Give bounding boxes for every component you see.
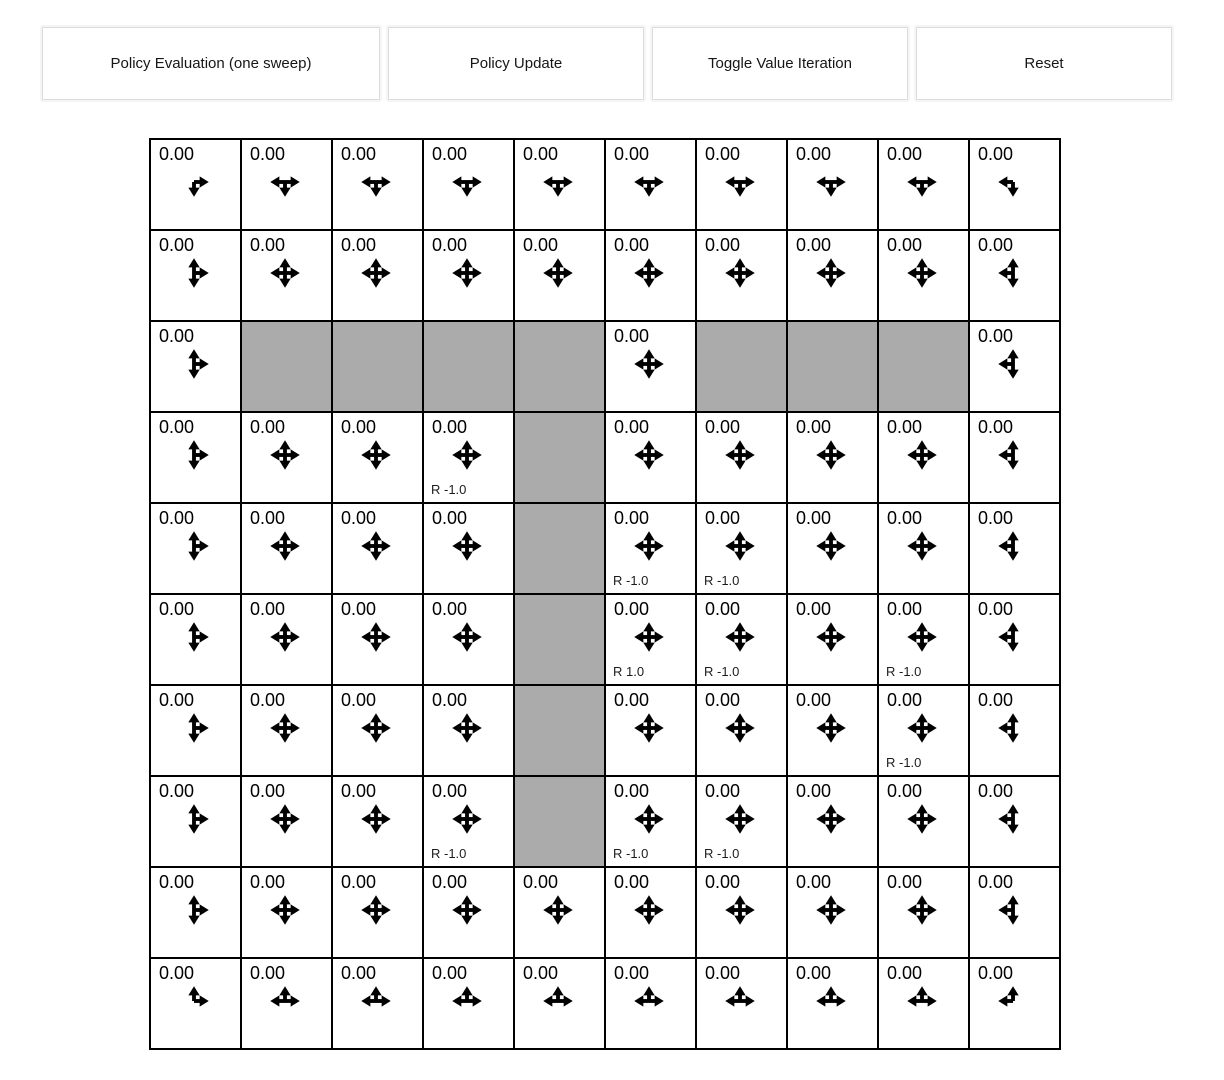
cell-value: 0.00 <box>705 417 741 437</box>
policy-arrows-icon <box>905 438 939 472</box>
grid-cell-r4c3[interactable] <box>423 503 514 594</box>
grid-cell-r8c6[interactable] <box>696 867 787 958</box>
grid-cell-r7c2[interactable] <box>332 776 423 867</box>
policy-arrows-icon <box>359 802 393 836</box>
policy-arrows-icon <box>268 802 302 836</box>
cell-value: 0.00 <box>432 690 468 710</box>
policy-arrows-icon <box>268 893 302 927</box>
cell-value: 0.00 <box>705 781 741 801</box>
grid-cell-r1c2[interactable] <box>332 230 423 321</box>
policy-arrows-icon <box>632 984 666 1018</box>
wall-cell-r2c7 <box>787 321 878 412</box>
policy-arrows-icon <box>814 438 848 472</box>
cell-value: 0.00 <box>341 508 377 528</box>
cell-value: 0.00 <box>978 599 1014 619</box>
toolbar <box>42 27 1172 100</box>
grid-cell-r0c5[interactable] <box>605 139 696 230</box>
grid-cell-r8c3[interactable] <box>423 867 514 958</box>
policy-arrows-icon <box>268 620 302 654</box>
policy-arrows-icon <box>905 711 939 745</box>
policy-arrows-icon <box>632 165 666 199</box>
policy-arrows-icon <box>996 165 1030 199</box>
cell-value: 0.00 <box>432 508 468 528</box>
cell-value: 0.00 <box>705 508 741 528</box>
reward-label: R -1.0 <box>704 846 740 861</box>
reward-label: R -1.0 <box>704 573 740 588</box>
reward-label: R -1.0 <box>704 664 740 679</box>
cell-value: 0.00 <box>159 417 195 437</box>
cell-value: 0.00 <box>341 690 377 710</box>
grid-cell-r5c6[interactable] <box>696 594 787 685</box>
grid-cell-r9c6[interactable] <box>696 958 787 1049</box>
grid-cell-r7c1[interactable] <box>241 776 332 867</box>
cell-value: 0.00 <box>250 963 286 983</box>
cell-value: 0.00 <box>250 872 286 892</box>
wall-cell-r7c4 <box>514 776 605 867</box>
grid-cell-r1c0[interactable] <box>150 230 241 321</box>
cell-value: 0.00 <box>250 690 286 710</box>
cell-value: 0.00 <box>432 144 468 164</box>
cell-value: 0.00 <box>250 144 286 164</box>
cell-value: 0.00 <box>159 235 195 255</box>
cell-value: 0.00 <box>978 781 1014 801</box>
policy-arrows-icon <box>723 529 757 563</box>
grid-cell-r8c1[interactable] <box>241 867 332 958</box>
cell-value: 0.00 <box>887 508 923 528</box>
policy-arrows-icon <box>814 893 848 927</box>
policy-arrows-icon <box>450 893 484 927</box>
cell-value: 0.00 <box>614 781 650 801</box>
policy-arrows-icon <box>723 438 757 472</box>
cell-value: 0.00 <box>705 690 741 710</box>
cell-value: 0.00 <box>341 963 377 983</box>
gridworld-board <box>149 138 1061 1050</box>
policy-arrows-icon <box>814 256 848 290</box>
grid-cell-r3c7[interactable] <box>787 412 878 503</box>
grid-cell-r4c0[interactable] <box>150 503 241 594</box>
grid-cell-r1c9[interactable] <box>969 230 1060 321</box>
cell-value: 0.00 <box>796 781 832 801</box>
cell-value: 0.00 <box>978 963 1014 983</box>
grid-cell-r3c5[interactable] <box>605 412 696 503</box>
grid-cell-r1c6[interactable] <box>696 230 787 321</box>
cell-value: 0.00 <box>614 963 650 983</box>
cell-value: 0.00 <box>887 144 923 164</box>
grid-cell-r0c3[interactable] <box>423 139 514 230</box>
grid-cell-r6c5[interactable] <box>605 685 696 776</box>
cell-value: 0.00 <box>341 599 377 619</box>
grid-cell-r5c3[interactable] <box>423 594 514 685</box>
grid-cell-r0c1[interactable] <box>241 139 332 230</box>
policy-arrows-icon <box>814 620 848 654</box>
grid-cell-r6c0[interactable] <box>150 685 241 776</box>
grid-cell-r4c9[interactable] <box>969 503 1060 594</box>
policy-arrows-icon <box>996 893 1030 927</box>
grid-cell-r7c6[interactable] <box>696 776 787 867</box>
cell-value: 0.00 <box>796 144 832 164</box>
cell-value: 0.00 <box>432 417 468 437</box>
grid-cell-r8c4[interactable] <box>514 867 605 958</box>
toggle-value-iteration-button[interactable]: Toggle Value Iteration <box>652 27 908 100</box>
cell-value: 0.00 <box>978 690 1014 710</box>
grid-cell-r1c7[interactable] <box>787 230 878 321</box>
grid-cell-r9c8[interactable] <box>878 958 969 1049</box>
policy-arrows-icon <box>632 438 666 472</box>
cell-value: 0.00 <box>432 963 468 983</box>
policy-arrows-icon <box>723 984 757 1018</box>
policy-arrows-icon <box>541 256 575 290</box>
grid-cell-r4c8[interactable] <box>878 503 969 594</box>
cell-value: 0.00 <box>250 599 286 619</box>
cell-value: 0.00 <box>887 690 923 710</box>
grid-cell-r0c8[interactable] <box>878 139 969 230</box>
cell-value: 0.00 <box>250 417 286 437</box>
policy-arrows-icon <box>177 984 211 1018</box>
policy-arrows-icon <box>450 620 484 654</box>
grid-cell-r0c6[interactable] <box>696 139 787 230</box>
grid-cell-r0c7[interactable] <box>787 139 878 230</box>
cell-value: 0.00 <box>250 508 286 528</box>
grid-cell-r9c9[interactable] <box>969 958 1060 1049</box>
policy-arrows-icon <box>723 711 757 745</box>
policy-arrows-icon <box>996 347 1030 381</box>
grid-cell-r0c9[interactable] <box>969 139 1060 230</box>
grid-cell-r4c7[interactable] <box>787 503 878 594</box>
policy-arrows-icon <box>723 802 757 836</box>
policy-evaluation-button[interactable]: Policy Evaluation (one sweep) <box>42 27 380 100</box>
grid-cell-r4c5[interactable] <box>605 503 696 594</box>
policy-arrows-icon <box>905 256 939 290</box>
grid-cell-r9c0[interactable] <box>150 958 241 1049</box>
grid-cell-r6c6[interactable] <box>696 685 787 776</box>
policy-arrows-icon <box>632 893 666 927</box>
grid-cell-r7c8[interactable] <box>878 776 969 867</box>
policy-arrows-icon <box>723 256 757 290</box>
cell-value: 0.00 <box>432 781 468 801</box>
policy-arrows-icon <box>450 984 484 1018</box>
grid-cell-r3c2[interactable] <box>332 412 423 503</box>
cell-value: 0.00 <box>705 235 741 255</box>
policy-arrows-icon <box>450 438 484 472</box>
wall-cell-r3c4 <box>514 412 605 503</box>
grid-cell-r7c3[interactable] <box>423 776 514 867</box>
policy-arrows-icon <box>723 620 757 654</box>
cell-value: 0.00 <box>159 872 195 892</box>
policy-arrows-icon <box>359 165 393 199</box>
policy-arrows-icon <box>450 529 484 563</box>
cell-value: 0.00 <box>705 872 741 892</box>
grid-cell-r1c4[interactable] <box>514 230 605 321</box>
cell-value: 0.00 <box>978 326 1014 346</box>
grid-cell-r0c2[interactable] <box>332 139 423 230</box>
wall-cell-r4c4 <box>514 503 605 594</box>
cell-value: 0.00 <box>614 872 650 892</box>
cell-value: 0.00 <box>978 872 1014 892</box>
policy-arrows-icon <box>996 620 1030 654</box>
cell-value: 0.00 <box>887 235 923 255</box>
policy-arrows-icon <box>996 984 1030 1018</box>
grid-cell-r3c1[interactable] <box>241 412 332 503</box>
grid-cell-r6c2[interactable] <box>332 685 423 776</box>
cell-value: 0.00 <box>796 599 832 619</box>
grid-cell-r1c3[interactable] <box>423 230 514 321</box>
cell-value: 0.00 <box>432 235 468 255</box>
policy-arrows-icon <box>632 256 666 290</box>
grid-cell-r5c2[interactable] <box>332 594 423 685</box>
policy-arrows-icon <box>177 802 211 836</box>
policy-arrows-icon <box>996 438 1030 472</box>
wall-cell-r2c3 <box>423 321 514 412</box>
cell-value: 0.00 <box>159 690 195 710</box>
grid-cell-r8c7[interactable] <box>787 867 878 958</box>
reward-label: R -1.0 <box>886 755 922 770</box>
cell-value: 0.00 <box>614 326 650 346</box>
grid-cell-r8c0[interactable] <box>150 867 241 958</box>
grid-cell-r4c6[interactable] <box>696 503 787 594</box>
grid-cell-r4c1[interactable] <box>241 503 332 594</box>
policy-arrows-icon <box>359 711 393 745</box>
policy-arrows-icon <box>814 529 848 563</box>
grid-cell-r8c8[interactable] <box>878 867 969 958</box>
cell-value: 0.00 <box>341 781 377 801</box>
policy-arrows-icon <box>450 256 484 290</box>
policy-update-button[interactable]: Policy Update <box>388 27 644 100</box>
grid-cell-r8c5[interactable] <box>605 867 696 958</box>
cell-value: 0.00 <box>432 872 468 892</box>
grid-cell-r9c1[interactable] <box>241 958 332 1049</box>
grid-cell-r7c0[interactable] <box>150 776 241 867</box>
policy-arrows-icon <box>177 165 211 199</box>
grid-cell-r3c0[interactable] <box>150 412 241 503</box>
cell-value: 0.00 <box>523 872 559 892</box>
grid-cell-r0c0[interactable] <box>150 139 241 230</box>
policy-arrows-icon <box>268 711 302 745</box>
cell-value: 0.00 <box>523 235 559 255</box>
cell-value: 0.00 <box>523 144 559 164</box>
cell-value: 0.00 <box>796 508 832 528</box>
policy-arrows-icon <box>177 893 211 927</box>
cell-value: 0.00 <box>614 144 650 164</box>
policy-arrows-icon <box>450 802 484 836</box>
grid-cell-r9c4[interactable] <box>514 958 605 1049</box>
policy-arrows-icon <box>268 984 302 1018</box>
grid-cell-r5c1[interactable] <box>241 594 332 685</box>
policy-arrows-icon <box>632 347 666 381</box>
cell-value: 0.00 <box>796 963 832 983</box>
grid-cell-r5c9[interactable] <box>969 594 1060 685</box>
policy-arrows-icon <box>177 256 211 290</box>
grid-cell-r1c8[interactable] <box>878 230 969 321</box>
grid-cell-r9c2[interactable] <box>332 958 423 1049</box>
grid-cell-r0c4[interactable] <box>514 139 605 230</box>
grid-cell-r2c9[interactable] <box>969 321 1060 412</box>
cell-value: 0.00 <box>796 690 832 710</box>
reward-label: R 1.0 <box>613 664 645 679</box>
wall-cell-r2c6 <box>696 321 787 412</box>
cell-value: 0.00 <box>978 417 1014 437</box>
grid-cell-r5c8[interactable] <box>878 594 969 685</box>
grid-cell-r1c1[interactable] <box>241 230 332 321</box>
policy-arrows-icon <box>996 711 1030 745</box>
grid-cell-r5c5[interactable] <box>605 594 696 685</box>
cell-value: 0.00 <box>159 963 195 983</box>
grid-cell-r8c9[interactable] <box>969 867 1060 958</box>
policy-arrows-icon <box>541 984 575 1018</box>
policy-arrows-icon <box>723 893 757 927</box>
cell-value: 0.00 <box>614 690 650 710</box>
grid-cell-r5c0[interactable] <box>150 594 241 685</box>
policy-arrows-icon <box>905 529 939 563</box>
cell-value: 0.00 <box>159 508 195 528</box>
cell-value: 0.00 <box>796 235 832 255</box>
policy-arrows-icon <box>632 711 666 745</box>
policy-arrows-icon <box>996 529 1030 563</box>
cell-value: 0.00 <box>341 417 377 437</box>
grid-cell-r6c1[interactable] <box>241 685 332 776</box>
wall-cell-r6c4 <box>514 685 605 776</box>
policy-arrows-icon <box>541 165 575 199</box>
policy-arrows-icon <box>541 893 575 927</box>
wall-cell-r2c4 <box>514 321 605 412</box>
policy-arrows-icon <box>359 620 393 654</box>
cell-value: 0.00 <box>978 508 1014 528</box>
cell-value: 0.00 <box>523 963 559 983</box>
policy-arrows-icon <box>359 529 393 563</box>
grid-cell-r7c5[interactable] <box>605 776 696 867</box>
policy-arrows-icon <box>450 165 484 199</box>
policy-arrows-icon <box>814 711 848 745</box>
policy-arrows-icon <box>814 165 848 199</box>
policy-arrows-icon <box>905 984 939 1018</box>
cell-value: 0.00 <box>341 144 377 164</box>
grid-cell-r1c5[interactable] <box>605 230 696 321</box>
policy-arrows-icon <box>268 438 302 472</box>
cell-value: 0.00 <box>614 417 650 437</box>
policy-arrows-icon <box>632 620 666 654</box>
cell-value: 0.00 <box>887 872 923 892</box>
policy-arrows-icon <box>905 165 939 199</box>
grid-cell-r3c9[interactable] <box>969 412 1060 503</box>
policy-arrows-icon <box>632 529 666 563</box>
reward-label: R -1.0 <box>613 573 649 588</box>
policy-arrows-icon <box>359 438 393 472</box>
cell-value: 0.00 <box>341 235 377 255</box>
policy-arrows-icon <box>177 529 211 563</box>
cell-value: 0.00 <box>159 599 195 619</box>
cell-value: 0.00 <box>250 781 286 801</box>
grid-cell-r3c8[interactable] <box>878 412 969 503</box>
wall-cell-r2c8 <box>878 321 969 412</box>
policy-arrows-icon <box>177 347 211 381</box>
policy-arrows-icon <box>177 438 211 472</box>
grid-cell-r4c2[interactable] <box>332 503 423 594</box>
cell-value: 0.00 <box>341 872 377 892</box>
grid-cell-r8c2[interactable] <box>332 867 423 958</box>
cell-value: 0.00 <box>887 963 923 983</box>
wall-cell-r2c2 <box>332 321 423 412</box>
grid-cell-r3c6[interactable] <box>696 412 787 503</box>
cell-value: 0.00 <box>887 417 923 437</box>
policy-arrows-icon <box>359 893 393 927</box>
policy-arrows-icon <box>268 529 302 563</box>
cell-value: 0.00 <box>705 144 741 164</box>
cell-value: 0.00 <box>432 599 468 619</box>
cell-value: 0.00 <box>796 417 832 437</box>
reward-label: R -1.0 <box>431 846 467 861</box>
grid-cell-r9c3[interactable] <box>423 958 514 1049</box>
policy-arrows-icon <box>359 984 393 1018</box>
wall-cell-r5c4 <box>514 594 605 685</box>
cell-value: 0.00 <box>705 599 741 619</box>
cell-value: 0.00 <box>705 963 741 983</box>
wall-cell-r2c1 <box>241 321 332 412</box>
policy-arrows-icon <box>905 893 939 927</box>
policy-arrows-icon <box>268 165 302 199</box>
policy-arrows-icon <box>814 984 848 1018</box>
grid-cell-r3c3[interactable] <box>423 412 514 503</box>
grid-cell-r6c8[interactable] <box>878 685 969 776</box>
grid-cell-r6c9[interactable] <box>969 685 1060 776</box>
policy-arrows-icon <box>450 711 484 745</box>
cell-value: 0.00 <box>159 326 195 346</box>
reset-button[interactable]: Reset <box>916 27 1172 100</box>
grid-cell-r7c9[interactable] <box>969 776 1060 867</box>
cell-value: 0.00 <box>159 144 195 164</box>
cell-value: 0.00 <box>614 235 650 255</box>
reward-label: R -1.0 <box>613 846 649 861</box>
policy-arrows-icon <box>177 711 211 745</box>
grid-cell-r5c7[interactable] <box>787 594 878 685</box>
cell-value: 0.00 <box>614 599 650 619</box>
policy-arrows-icon <box>359 256 393 290</box>
policy-arrows-icon <box>996 256 1030 290</box>
grid-cell-r2c5[interactable] <box>605 321 696 412</box>
grid-cell-r9c7[interactable] <box>787 958 878 1049</box>
cell-value: 0.00 <box>978 144 1014 164</box>
policy-arrows-icon <box>723 165 757 199</box>
cell-value: 0.00 <box>250 235 286 255</box>
policy-arrows-icon <box>268 256 302 290</box>
cell-value: 0.00 <box>978 235 1014 255</box>
cell-value: 0.00 <box>887 599 923 619</box>
cell-value: 0.00 <box>887 781 923 801</box>
reward-label: R -1.0 <box>886 664 922 679</box>
cell-value: 0.00 <box>159 781 195 801</box>
policy-arrows-icon <box>905 802 939 836</box>
reward-label: R -1.0 <box>431 482 467 497</box>
grid-cell-r7c7[interactable] <box>787 776 878 867</box>
policy-arrows-icon <box>814 802 848 836</box>
policy-arrows-icon <box>996 802 1030 836</box>
policy-arrows-icon <box>177 620 211 654</box>
grid-cell-r6c7[interactable] <box>787 685 878 776</box>
grid-cell-r6c3[interactable] <box>423 685 514 776</box>
grid-cell-r2c0[interactable] <box>150 321 241 412</box>
policy-arrows-icon <box>905 620 939 654</box>
cell-value: 0.00 <box>614 508 650 528</box>
cell-value: 0.00 <box>796 872 832 892</box>
grid-cell-r9c5[interactable] <box>605 958 696 1049</box>
policy-arrows-icon <box>632 802 666 836</box>
